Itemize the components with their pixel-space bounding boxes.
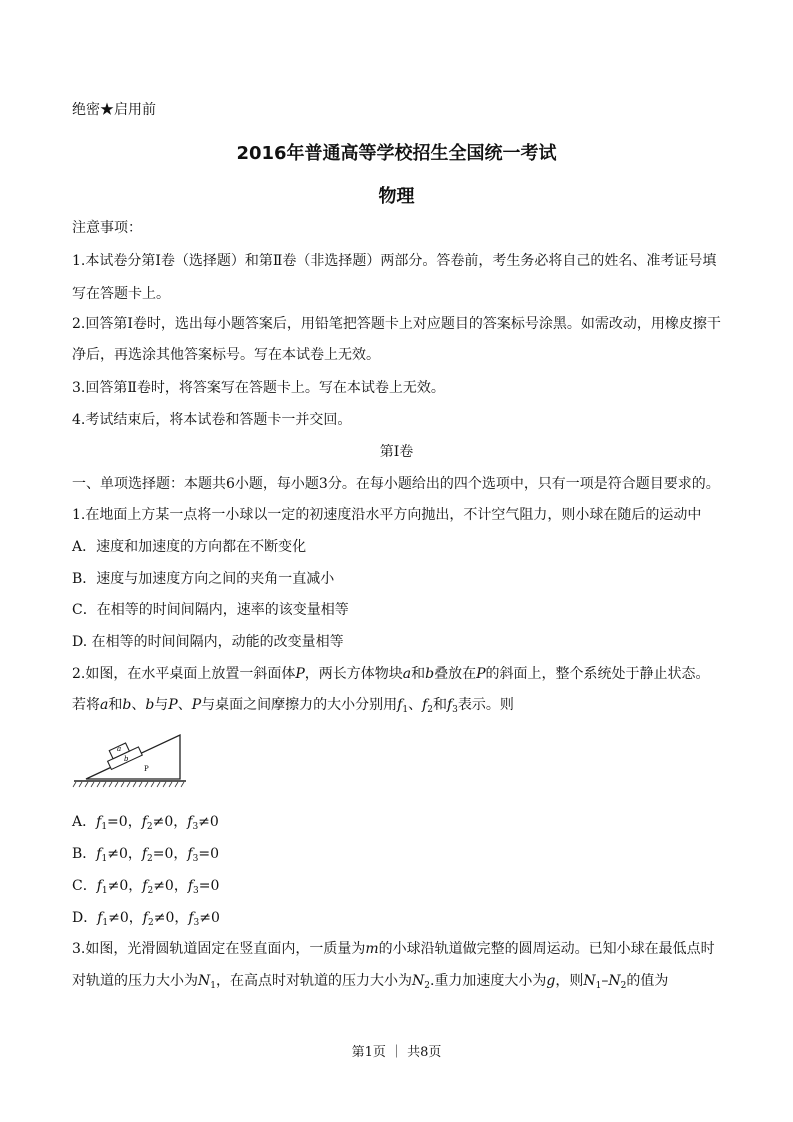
section-instruction: 一、单项选择题：本题共6小题，每小题3分。在每小题给出的四个选项中，只有一项是符合题目要求的。 (72, 476, 720, 492)
confidential-label: 绝密★启用前 (72, 102, 156, 118)
q1-option-a: A．速度和加速度的方向都在不断变化 (72, 539, 307, 555)
page-footer: 第1页 ｜ 共8页 (351, 1045, 442, 1060)
q2-stem-line1: 2.如图，在水平桌面上放置一斜面体P，两长方体物块a和b叠放在P的斜面上，整个系统处于静止状态。 (72, 666, 710, 682)
notice-item-2: 2.回答第Ⅰ卷时，选出每小题答案后，用铅笔把答题卡上对应题目的答案标号涂黑。如需改动，用橡皮擦干 (72, 316, 721, 332)
q1-option-d: D. 在相等的时间间隔内，动能的改变量相等 (72, 634, 344, 650)
incline-figure (72, 729, 188, 797)
q2-option-a: A．$f_1=0$，$f_2\ne 0$，$f_3\ne 0$ (72, 814, 219, 832)
q2-option-d: D．$f_1\ne 0$，$f_2\ne 0$，$f_3\ne 0$ (72, 910, 220, 928)
notice-item-3: 3.回答第Ⅱ卷时，将答案写在答题卡上。写在本试卷上无效。 (72, 380, 445, 396)
q1-option-b: B．速度与加速度方向之间的夹角一直减小 (72, 571, 335, 587)
q3-stem-line1: 3.如图，光滑圆轨道固定在竖直面内，一质量为m的小球沿轨道做完整的圆周运动。已知小球在最低点时 (72, 941, 715, 957)
q2-option-b: B．$f_1\ne 0$，$f_2=0$，$f_3=0$ (72, 846, 219, 864)
q2-option-c: C．$f_1\ne 0$，$f_2\ne 0$，$f_3=0$ (72, 878, 220, 896)
notice-item-4: 4.考试结束后，将本试卷和答题卡一并交回。 (72, 412, 352, 428)
label-a: a (117, 745, 122, 753)
q2-stem-line2: 若将a和b、b与P、P与桌面之间摩擦力的大小分别用$f_1$、$f_2$和$f_3$表示。则 (72, 697, 514, 715)
notice-item-2-cont: 净后，再选涂其他答案标号。写在本试卷上无效。 (72, 347, 380, 363)
exam-title: 2016年普通高等学校招生全国统一考试 (236, 143, 557, 164)
label-b: b (124, 755, 129, 763)
notice-item-1: 1.本试卷分第Ⅰ卷（选择题）和第Ⅱ卷（非选择题）两部分。答卷前，考生务必将自己的姓名、准考证号填 (72, 253, 717, 269)
q3-stem-line2: 对轨道的压力大小为$N_1$，在高点时对轨道的压力大小为$N_2$.重力加速度大小为g，则$N_1-N_2$的值为 (72, 973, 669, 991)
q1-stem: 1.在地面上方某一点将一小球以一定的初速度沿水平方向抛出，不计空气阻力，则小球在随后的运动中 (72, 507, 702, 523)
notice-heading: 注意事项： (72, 220, 142, 236)
q1-option-c: C．在相等的时间间隔内，速率的该变量相等 (72, 602, 349, 618)
volume-heading: 第Ⅰ卷 (379, 444, 414, 460)
notice-item-1-cont: 写在答题卡上。 (72, 286, 170, 302)
subject-title: 物理 (378, 186, 415, 207)
label-P: P (144, 765, 149, 773)
